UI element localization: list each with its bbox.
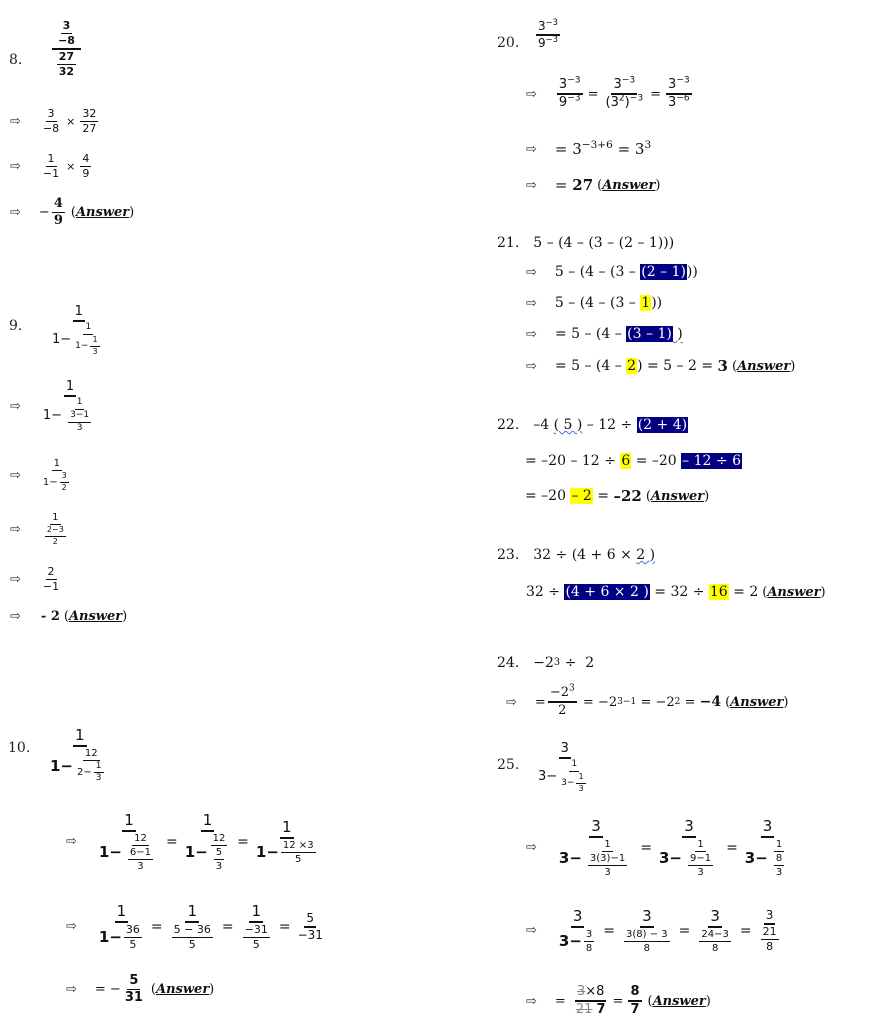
problem-8-answer: ⇨ − $\frac{4}{9}$ (Answer) [10,196,135,229]
arrow-icon: ⇨ [10,159,21,175]
answer-label: (Answer) [762,584,826,600]
problem-22-step-2: = –20 – 2 = –22 (Answer) [525,487,710,505]
problem-10-answer: ⇨ = − $\frac{5}{31}$ (Answer) [66,973,215,1006]
answer-label: (Answer) [150,982,215,998]
answer-label: (Answer) [647,993,711,1009]
problem-25-step-1: ⇨ 3 3− $\frac{1}{\frac{3(3)-1}{3}}$ = 3 3− $\frac{1}{\frac{9-1}{3}}$ = 3 3− $\frac{1}{\frac{8}{3}}$ [526,817,783,878]
answer-label: (Answer) [63,609,128,624]
highlight-yellow: 2 [627,358,637,374]
problem-21-step-2: ⇨ 5 – (4 – (3 – 1 )) [526,295,663,311]
arrow-icon: ⇨ [10,609,21,624]
answer-label: (Answer) [597,177,661,193]
highlight-blue: – 12 ÷ 6 [682,453,741,469]
arrow-icon: ⇨ [526,177,537,193]
arrow-icon: ⇨ [526,295,537,311]
problem-9-step-2: ⇨ 1 1− $\frac{3}{2}$ [10,458,67,492]
highlight-blue: (2 + 4) [637,417,688,433]
problem-23-question: 23. 32 ÷ (4 + 6 × 2 ) [497,547,656,563]
problem-9-question: 1 1− 1 1− $\frac{1}{3}$ [52,304,98,356]
problem-9-number: 9. [9,318,23,334]
highlight-blue: (2 – 1) [641,264,686,280]
problem-8-step-1: ⇨ $\frac{3}{-8}$ × $\frac{32}{27}$ [10,107,97,136]
problem-21-step-1: ⇨ 5 – (4 – (3 – (2 – 1) )) [526,264,698,280]
problem-8-question: $\frac{\frac{3}{-8}}{\frac{27}{32}}$ [50,20,83,78]
problem-22-question: 22. –4 ( 5 ) – 12 ÷ (2 + 4) [497,417,688,433]
problem-22-step-1: = –20 – 12 ÷ 6 = –20 – 12 ÷ 6 [525,453,741,469]
problem-9-answer: ⇨ - 2 (Answer) [10,609,128,624]
arrow-icon: ⇨ [526,86,537,102]
problem-25-step-2: ⇨ 3 3− $\frac{3}{8}$ = $\frac{3}{\frac{3(8) - 3}{8}}$ = $\frac{3}{\frac{24-3}{8}}$ = $\frac{3}{\frac{21}{8}}$ [526,907,777,954]
arrow-icon: ⇨ [526,993,537,1009]
answer-label: (Answer) [725,694,789,710]
arrow-icon: ⇨ [10,114,21,130]
answer-label: (Answer) [731,358,796,374]
arrow-icon: ⇨ [10,399,21,415]
arrow-icon: ⇨ [10,521,21,537]
arrow-icon: ⇨ [526,264,537,280]
highlight-yellow: 6 [621,453,631,469]
answer-label: (Answer) [645,488,710,504]
problem-21-number: 21. [497,235,520,251]
highlight-yellow: 1 [641,295,651,311]
problem-25-number: 25. [497,757,520,773]
problem-8-step-2: ⇨ $\frac{1}{-1}$ × $\frac{4}{9}$ [10,152,90,181]
arrow-icon: ⇨ [506,694,517,710]
problem-25-answer: ⇨ = $\frac{3\times 8}{21 7}$ = $\frac{8}{7}$ (Answer) [526,984,711,1018]
problem-24-number: 24. [497,655,520,671]
problem-20-answer: ⇨ = 27 (Answer) [526,176,661,194]
problem-24-step-1: ⇨ = $\frac{-2^3}{2}$ = −2 3−1 = −2 2 = −4 (Answer) [506,683,789,719]
problem-9-step-4: ⇨ $\frac{2}{-1}$ [10,565,60,594]
highlight-blue: (3 – 1) [627,326,672,342]
arrow-icon: ⇨ [526,840,537,856]
problem-9-step-1: ⇨ 1 1− $\frac{1}{\frac{3-1}{3}}$ [10,379,90,434]
arrow-icon: ⇨ [526,141,537,157]
answer-label: (Answer) [70,205,135,221]
problem-22-number: 22. [497,417,520,433]
problem-10-step-1: ⇨ 1 1− $\frac{12}{\frac{6-1}{3}}$ = 1 1− $\frac{12}{\frac{5}{3}}$ = 1 1− $\frac{12 \times 3}{5}$ [66,811,314,872]
highlight-yellow: – 2 [571,488,592,504]
arrow-icon: ⇨ [10,572,21,588]
problem-23-number: 23. [497,547,520,563]
arrow-icon: ⇨ [526,326,537,342]
problem-9-step-3: ⇨ $\frac{1}{\frac{2-3}{2}}$ [10,512,64,546]
problem-21-question: 21. 5 – (4 – (3 – (2 – 1))) [497,235,675,251]
arrow-icon: ⇨ [10,467,21,483]
problem-21-step-4: ⇨ = 5 – (4 – 2 ) = 5 – 2 = 3 (Answer) [526,357,796,375]
arrow-icon: ⇨ [10,205,21,221]
problem-21-step-3: ⇨ = 5 – (4 – (3 – 1) ) [526,326,683,342]
problem-20-number: 20. [497,35,520,51]
highlight-blue: (4 + 6 × 2 ) [565,584,649,600]
problem-10-number: 10. [8,740,31,756]
arrow-icon: ⇨ [526,923,537,939]
problem-10-question: 1 1− 12 2− $\frac{1}{3}$ [50,726,102,784]
problem-8-number: 8. [9,52,23,68]
problem-25-question: 3 3− 1 3− $\frac{1}{3}$ [538,741,584,793]
arrow-icon: ⇨ [66,919,77,935]
highlight-yellow: 16 [709,584,728,600]
arrow-icon: ⇨ [526,358,537,374]
problem-20-step-1: ⇨ $\frac{3^{-3}}{9^{-3}}$ = $\frac{3^{-3}}{(3^2)^{-3}}$ = $\frac{3^{-3}}{3^{-6}}$ [526,75,690,111]
problem-20-question: $\frac{3^{-3}}{9^{-3}}$ [538,17,558,51]
arrow-icon: ⇨ [66,834,77,850]
problem-23-step-1: 32 ÷ (4 + 6 × 2 ) = 32 ÷ 16 = 2 (Answer) [526,584,826,600]
problem-20-step-2: ⇨ = $3^{-3+6} = 3^3$ [526,139,652,158]
arrow-icon: ⇨ [66,982,77,998]
problem-10-step-2: ⇨ 1 1− $\frac{36}{5}$ = $\frac{1}{\frac{5 - 36}{5}}$ = $\frac{1}{\frac{-31}{5}}$ = $\frac{5}{-31}$ [66,902,323,951]
problem-24-question: 24. −2 3 ÷ 2 [497,655,595,671]
